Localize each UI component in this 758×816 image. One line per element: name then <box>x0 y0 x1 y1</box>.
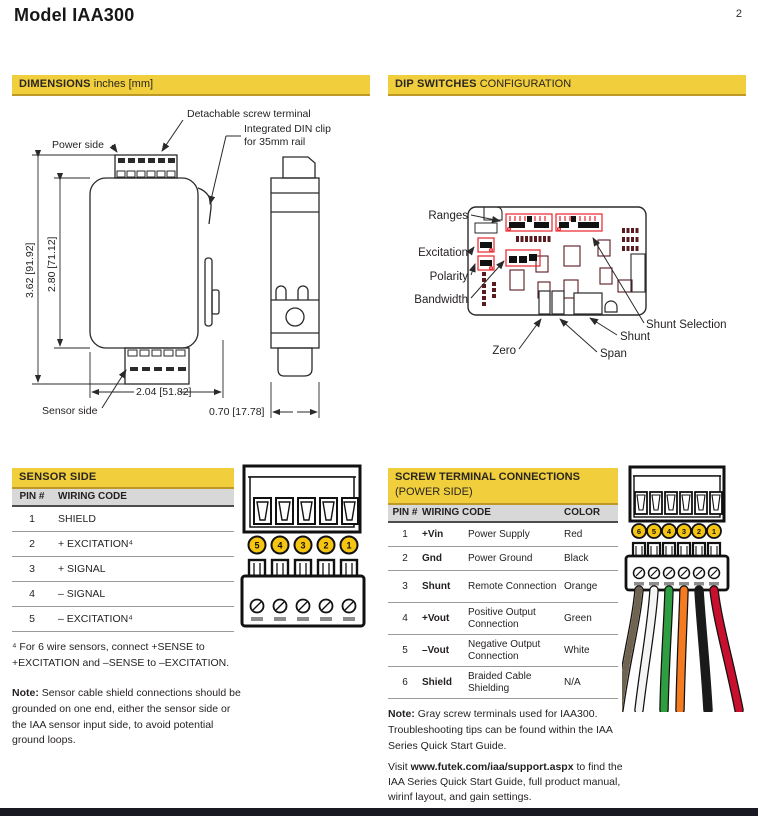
screw-row-color: Red <box>564 529 583 540</box>
dip-header-rest: CONFIGURATION <box>479 78 572 90</box>
screw-row-desc: Power Ground <box>468 552 533 564</box>
screw-row-pin: 6 <box>402 677 408 688</box>
sensor-plug <box>244 466 360 532</box>
dim-width: 2.04 [51.82] <box>136 386 192 398</box>
dimensions-header-bold: DIMENSIONS <box>19 78 91 90</box>
power-wires <box>622 590 739 710</box>
screw-row-code: +Vin <box>422 529 444 540</box>
screw-row-desc: Braided Cable Shielding <box>468 671 532 694</box>
dip-header-bold: DIP SWITCHES <box>395 78 477 90</box>
wire-red <box>714 590 739 710</box>
screw-terminal-section-header <box>388 468 618 505</box>
table-row <box>12 532 234 557</box>
visit-pre: Visit <box>388 761 411 773</box>
support-url: www.futek.com/iaa/support.aspx <box>410 761 574 773</box>
screw-row-desc: Remote Connection <box>468 580 557 592</box>
table-row <box>12 557 234 582</box>
label-span: Span <box>600 348 627 360</box>
sensor-pin-label: 3 <box>300 540 306 551</box>
screw-row-color: Orange <box>564 581 598 592</box>
screw-row-desc: Negative Output Connection <box>468 639 541 662</box>
label-shunt-selection: Shunt Selection <box>646 319 727 331</box>
dimensions-section-header <box>12 75 370 96</box>
dimension-drawing <box>12 100 370 456</box>
sensor-row-pin: 2 <box>29 538 35 550</box>
sensor-pin-label: 5 <box>254 540 260 551</box>
sensor-row-pin: 3 <box>29 563 35 575</box>
side-view <box>271 157 319 376</box>
visit-note <box>388 760 640 806</box>
sensor-col-code: WIRING CODE <box>58 491 127 502</box>
screw-row-pin: 3 <box>402 581 408 592</box>
page-title: Model IAA300 <box>14 5 135 25</box>
table-row <box>12 507 234 532</box>
power-note <box>388 707 628 754</box>
power-pin-label: 5 <box>651 527 657 536</box>
screw-row-code: Gnd <box>422 553 442 564</box>
sensor-side-title: SENSOR SIDE <box>19 471 97 483</box>
label-bandwidth: Bandwidth <box>414 294 468 306</box>
screw-row-code: –Vout <box>422 645 450 656</box>
table-row <box>12 582 234 607</box>
dip-switch-diagram <box>388 190 750 375</box>
screw-col-pin: PIN # <box>392 507 418 518</box>
label-ranges: Ranges <box>428 210 468 222</box>
label-zero: Zero <box>492 345 516 357</box>
sensor-side-table <box>12 489 234 632</box>
visit-post: to find the IAA Series Quick Start Guide, full product manual, wirinf layout, and gain settings. <box>388 761 623 804</box>
power-socket <box>626 543 728 590</box>
power-pin-label: 4 <box>666 527 672 536</box>
sensor-footnote: ⁴ For 6 wire sensors, connect +SENSE to +EXCITATION and –SENSE to –EXCITATION. <box>12 641 230 669</box>
sensor-row-code: – EXCITATION⁴ <box>58 613 133 625</box>
sensor-row-pin: 5 <box>29 613 35 625</box>
sensor-side-section-header <box>12 468 234 489</box>
screw-row-pin: 2 <box>402 553 408 564</box>
table-row <box>388 603 618 635</box>
power-note-label: Note: <box>388 708 415 720</box>
screw-row-color: Black <box>564 553 589 564</box>
label-polarity: Polarity <box>429 271 468 283</box>
screw-col-color: COLOR <box>564 507 601 518</box>
wire-black <box>699 590 708 710</box>
dip-section-header <box>388 75 746 96</box>
leader-lines <box>102 120 241 408</box>
screw-row-code: +Vout <box>422 613 450 624</box>
sensor-row-code: + EXCITATION⁴ <box>58 538 134 550</box>
table-row <box>12 607 234 632</box>
label-din-clip-2: for 35mm rail <box>244 136 306 148</box>
screw-col-code: WIRING CODE <box>422 507 491 518</box>
power-pin-label: 3 <box>681 527 687 536</box>
sensor-row-code: + SIGNAL <box>58 563 106 575</box>
screw-row-desc: Positive Output Connection <box>468 607 536 630</box>
power-plug <box>630 467 724 521</box>
power-pin-label: 6 <box>636 527 642 536</box>
label-din-clip-1: Integrated DIN clip <box>244 123 331 135</box>
screw-row-pin: 4 <box>402 613 408 624</box>
dim-height-outer: 3.62 [91.92] <box>24 242 36 298</box>
screw-row-pin: 5 <box>402 645 408 656</box>
wire-orange <box>680 590 684 710</box>
sensor-pin-label: 1 <box>346 540 352 551</box>
table-row <box>388 667 618 699</box>
screw-table-header <box>388 505 618 523</box>
sensor-pin-label: 2 <box>323 540 329 551</box>
label-detachable-terminal: Detachable screw terminal <box>187 108 311 120</box>
power-pin-label: 2 <box>696 527 702 536</box>
screw-row-code: Shunt <box>422 581 451 592</box>
label-power-side: Power side <box>52 139 104 151</box>
screw-row-code: Shield <box>422 677 453 688</box>
label-shunt: Shunt <box>620 331 651 343</box>
table-row <box>388 571 618 603</box>
screw-row-color: N/A <box>564 677 581 688</box>
sensor-pin-label: 4 <box>277 540 283 551</box>
dim-height-inner: 2.80 [71.12] <box>46 236 58 292</box>
screw-terminal-subtitle: (POWER SIDE) <box>395 486 473 498</box>
din-clip-curve <box>198 188 211 224</box>
sensor-table-header <box>12 489 234 507</box>
dimensions-header-rest: inches [mm] <box>93 78 154 90</box>
sensor-note <box>12 686 244 749</box>
screw-row-pin: 1 <box>402 529 408 540</box>
table-row <box>388 523 618 547</box>
screw-row-color: Green <box>564 613 592 624</box>
front-view <box>90 155 219 384</box>
label-excitation: Excitation <box>418 247 468 259</box>
label-sensor-side: Sensor side <box>42 405 98 417</box>
power-pin-label: 1 <box>711 527 717 536</box>
power-pin-numbers <box>632 524 721 538</box>
dimension-lines <box>32 155 319 418</box>
sensor-col-pin: PIN # <box>19 491 45 502</box>
sensor-note-label: Note: <box>12 687 39 699</box>
power-note-text: Gray screw terminals used for IAA300. Troubleshooting tips can be found within the IAA Series Quick Start Guide. <box>388 708 613 752</box>
dim-depth: 0.70 [17.78] <box>209 406 265 418</box>
page-number: 2 <box>735 8 742 20</box>
sensor-row-code: – SIGNAL <box>58 588 106 600</box>
footer-bar <box>0 808 758 816</box>
screw-terminal-title: SCREW TERMINAL CONNECTIONS <box>395 471 580 483</box>
screw-row-color: White <box>564 645 590 656</box>
table-row <box>388 635 618 667</box>
sensor-socket <box>242 560 364 626</box>
sensor-row-code: SHIELD <box>58 513 96 525</box>
screw-terminal-table <box>388 505 618 699</box>
sensor-row-pin: 1 <box>29 513 35 525</box>
power-connector-illustration <box>622 464 758 712</box>
table-row <box>388 547 618 571</box>
sensor-row-pin: 4 <box>29 588 35 600</box>
sensor-note-text: Sensor cable shield connections should be grounded on one end, either the sensor side or the IAA sensor input side, to avoid potential ground loops. <box>12 687 241 747</box>
screw-row-desc: Power Supply <box>468 528 530 540</box>
sensor-pin-numbers <box>249 537 358 554</box>
sensor-connector-illustration <box>240 464 366 636</box>
